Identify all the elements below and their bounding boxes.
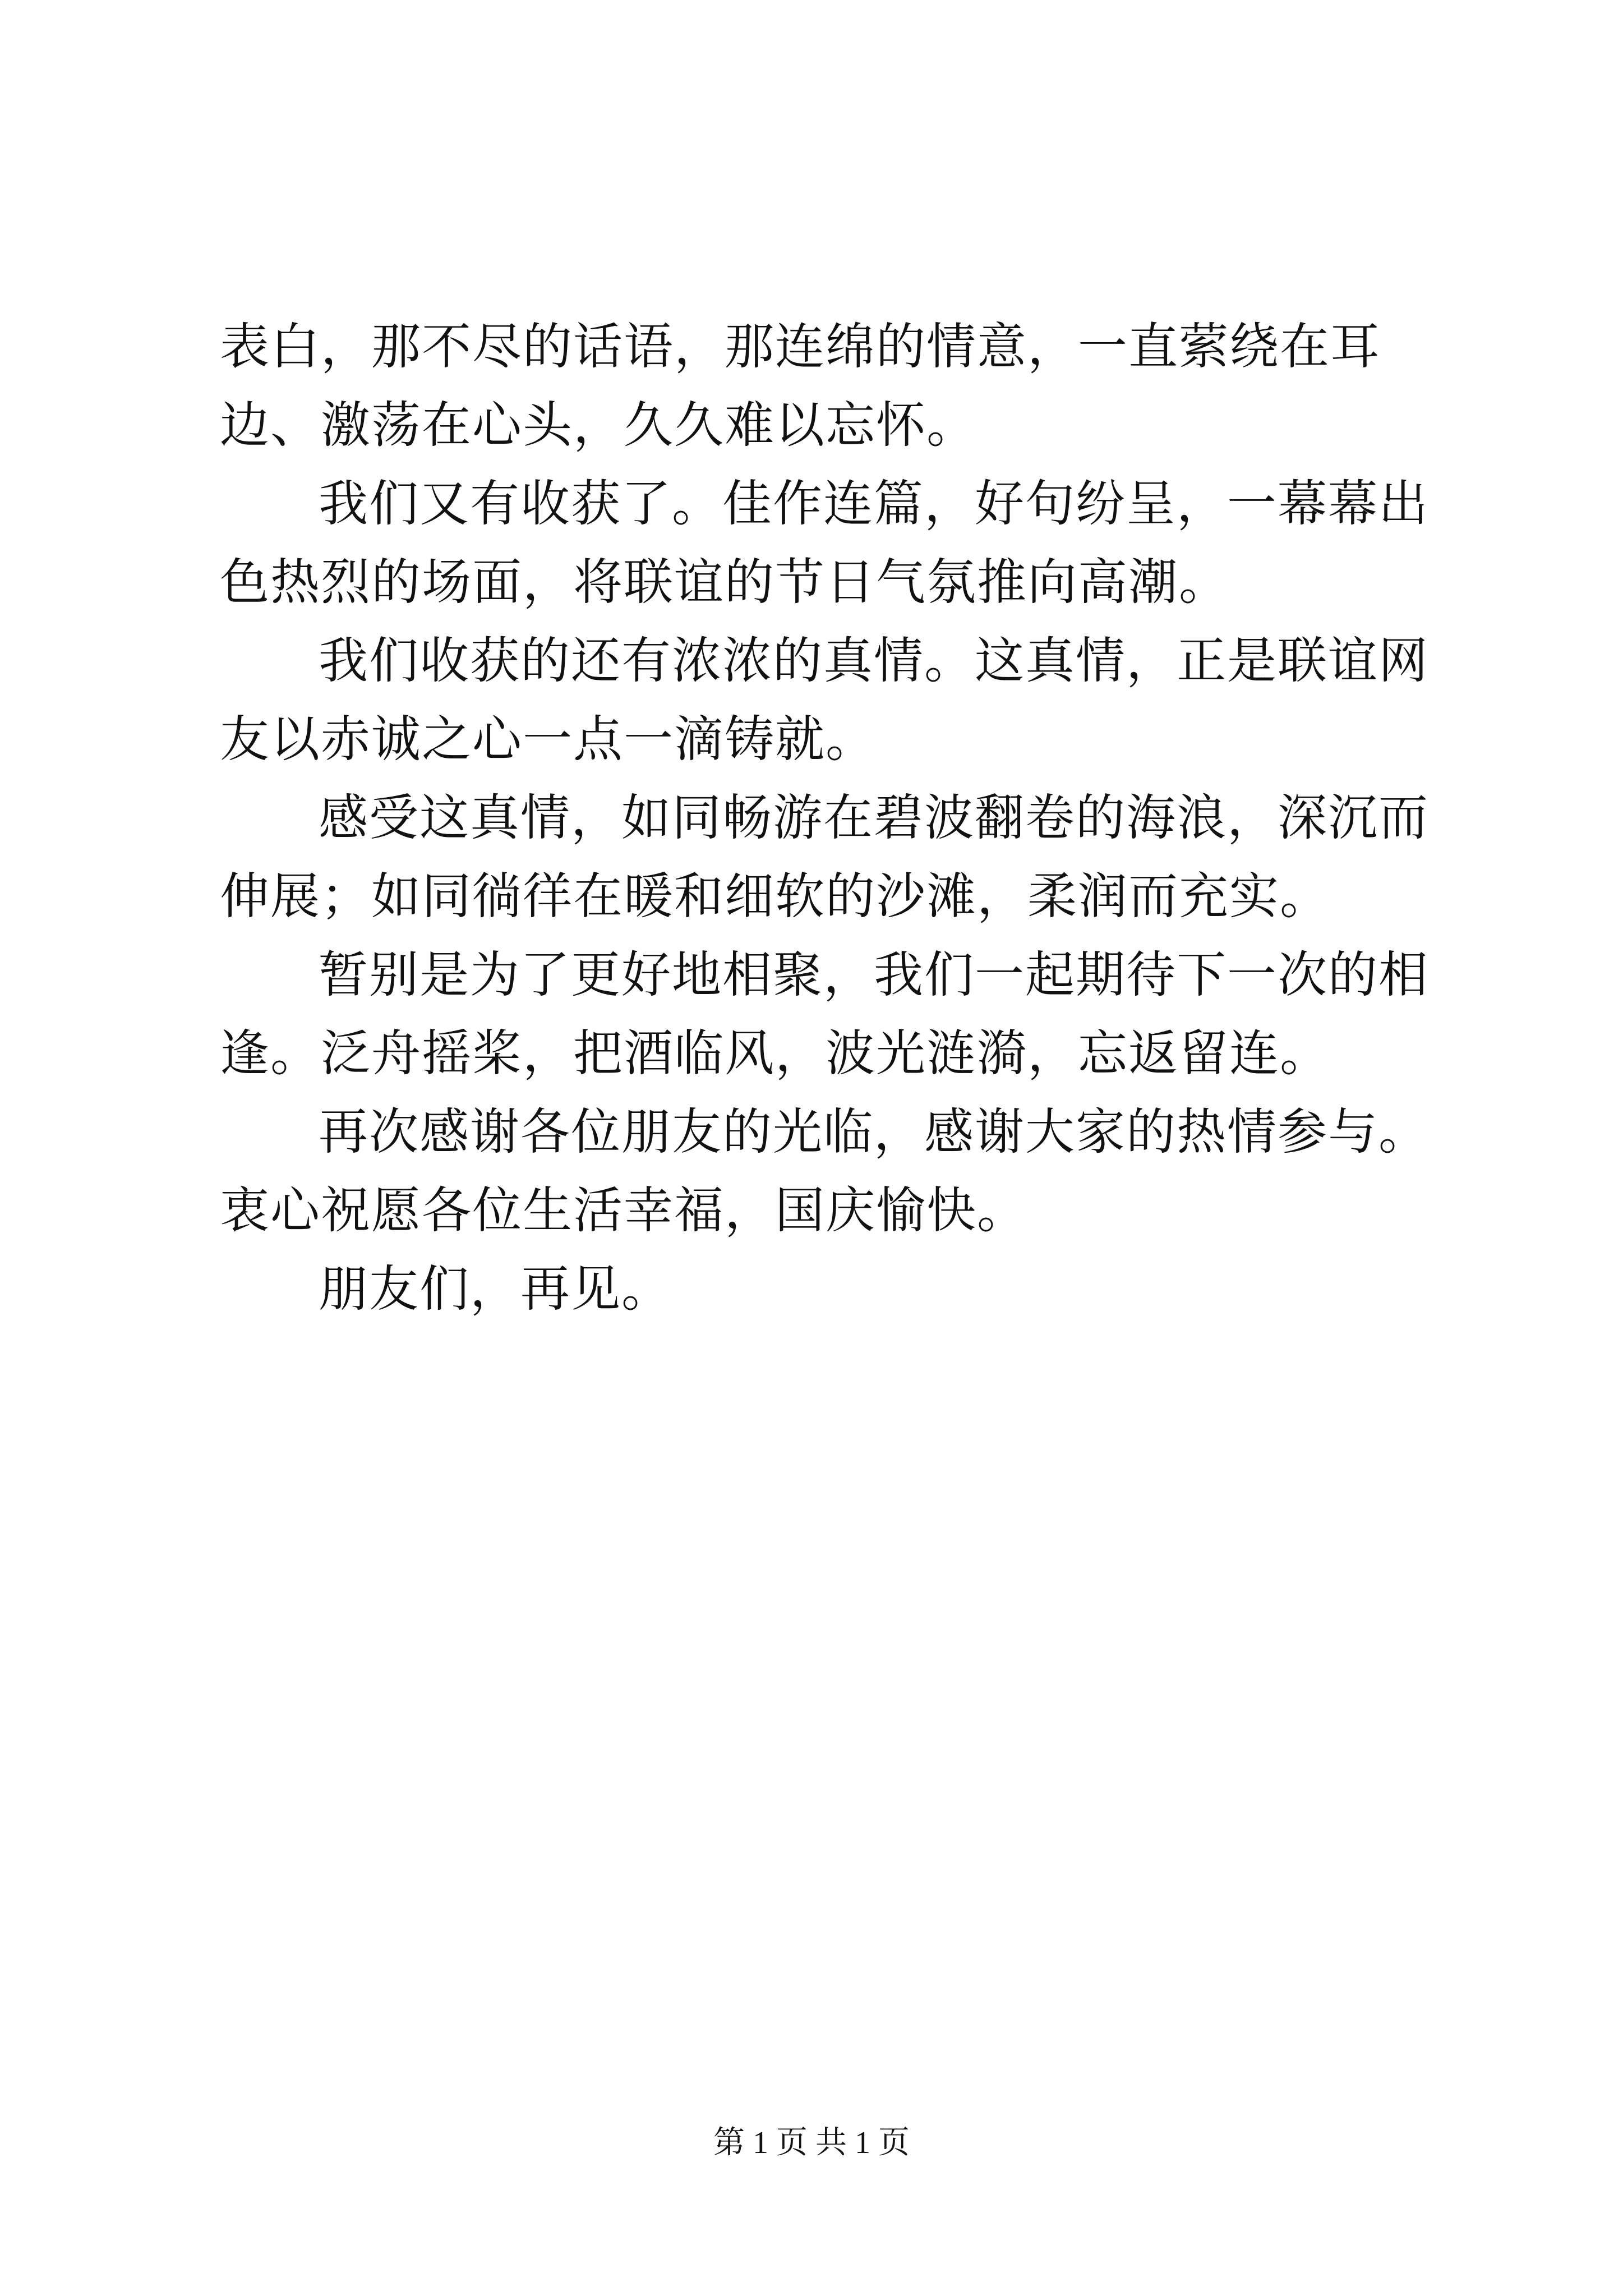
page-number-label: 第 1 页 共 1 页 xyxy=(713,2125,910,2160)
paragraph: 我们收获的还有浓浓的真情。这真情，正是联谊网友以赤诚之心一点一滴铸就。 xyxy=(220,632,1430,768)
document-body xyxy=(220,307,1442,1328)
paragraph: 感受这真情，如同畅游在碧波翻卷的海浪，深沉而伸展；如同徜徉在暖和细软的沙滩，柔润而充实。 xyxy=(220,789,1430,925)
paragraph-continuation: 表白，那不尽的话语，那连绵的情意，一直萦绕在耳边、激荡在心头，久久难以忘怀。 xyxy=(220,318,1381,454)
paragraph: 我们又有收获了。佳作连篇，好句纷呈，一幕幕出色热烈的场面，将联谊的节日气氛推向高潮。 xyxy=(220,475,1430,611)
paragraph-closing: 朋友们，再见。 xyxy=(319,1260,672,1318)
paragraph: 暂别是为了更好地相聚，我们一起期待下一次的相逢。泛舟摇桨，把酒临风，波光涟漪，忘返留连。 xyxy=(220,946,1430,1082)
page-footer xyxy=(0,2120,1623,2165)
paragraph: 再次感谢各位朋友的光临，感谢大家的热情参与。衷心祝愿各位生活幸福，国庆愉快。 xyxy=(220,1103,1430,1239)
